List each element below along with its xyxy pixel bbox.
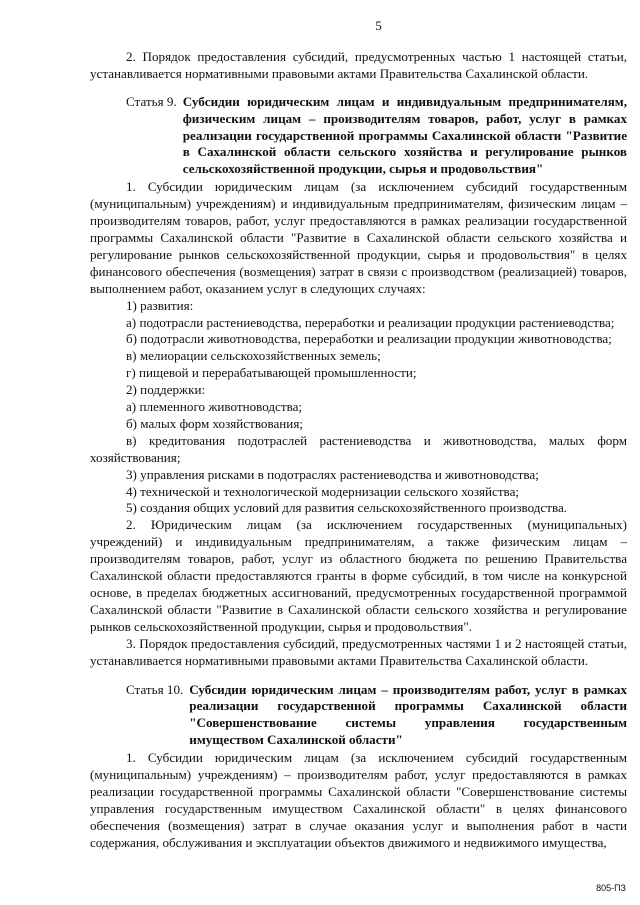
article-10-label: Статья 10. [126, 681, 184, 697]
document-code: 805-ПЗ [596, 883, 626, 893]
document-page [90, 18, 627, 852]
list-item: 1) развития: [126, 297, 194, 313]
list-item: б) малых форм хозяйствования; [126, 415, 303, 431]
article-10-paragraph-1: 1. Субсидии юридическим лицам (за исключением субсидий государственным (муниципальным) учреждениям) – производителям работ, услуг предоставляются в рамках реализации государственной программы Сахалинской области "Совершенствование системы управления государственным имуществом Сахалинской области" в целях финансового обеспечения (возмещения) затрат в случае оказания услуг и выполнения работ в части содержания, обслуживания и эксплуатации объектов движимого и недвижимого имущества, [90, 750, 627, 850]
article-9-title: Субсидии юридическим лицам и индивидуальным предпринимателям, физическим лицам – производителям товаров, работ, услуг в рамках реализации государственной программы Сахалинской области "Развитие в Сахалинской области сельского хозяйства и регулирование рынков сельскохозяйственной продукции, сырья и продовольствия" [182, 93, 627, 177]
list-item: а) подотрасли растениеводства, переработки и реализации продукции растениеводства; [126, 314, 615, 330]
article-9-heading [90, 94, 627, 179]
list-item: 3) управления рисками в подотраслях растениеводства и животноводства; [126, 466, 539, 482]
list-item: г) пищевой и перерабатывающей промышленности; [126, 365, 417, 381]
article-9-label: Статья 9. [126, 93, 177, 109]
list-item: 5) создания общих условий для развития сельскохозяйственного производства. [126, 500, 568, 516]
list-item: в) мелиорации сельскохозяйственных земель; [126, 348, 381, 364]
article-9-paragraph-1: 1. Субсидии юридическим лицам (за исключением субсидий государственным (муниципальным) учреждениям) и индивидуальным предпринимателям, физическим лицам – производителям товаров, работ, услуг предоставляются в рамках реализации государственной программы Сахалинской области "Развитие в Сахалинской области сельского хозяйства и регулирование рынков сельскохозяйственной продукции, сырья и продовольствия" в целях финансового обеспечения (возмещения) затрат в связи с производством (реализацией) товаров, выполнением работ, оказанием услуг в следующих случаях: [90, 179, 627, 296]
list-item: 2) поддержки: [126, 382, 206, 398]
list-item: в) кредитования подотраслей растениеводства и животноводства, малых форм хозяйствования; [90, 432, 627, 465]
list-item: б) подотрасли животноводства, переработки и реализации продукции животноводства; [126, 331, 612, 347]
article-10-title: Субсидии юридическим лицам – производителям работ, услуг в рамках реализации государственной программы Сахалинской области "Совершенствование системы управления государственным имуществом Сахалинской области" [189, 681, 627, 748]
article-10-heading [90, 682, 627, 750]
article-9-paragraph-2: 2. Юридическим лицам (за исключением государственных (муниципальных) учреждений) и индивидуальным предпринимателям, а также физическим лицам – производителям товаров, работ, услуг из областного бюджета по решению Правительства Сахалинской области предоставляются гранты в форме субсидий, в том числе на конкурсной основе, в пределах бюджетных ассигнований, предусмотренных государственной программой Сахалинской области "Развитие в Сахалинской области сельского хозяйства и регулирование рынков сельскохозяйственной продукции, сырья и продовольствия". [90, 517, 627, 634]
intro-paragraph: 2. Порядок предоставления субсидий, предусмотренных частью 1 настоящей статьи, устанавливается нормативными правовыми актами Правительства Сахалинской области. [90, 48, 627, 81]
article-9-paragraph-3: 3. Порядок предоставления субсидий, предусмотренных частями 1 и 2 настоящей статьи, устанавливается нормативными правовыми актами Правительства Сахалинской области. [90, 635, 627, 668]
page-number: 5 [375, 18, 382, 33]
list-item: а) племенного животноводства; [126, 399, 303, 415]
list-item: 4) технической и технологической модернизации сельского хозяйства; [126, 483, 520, 499]
